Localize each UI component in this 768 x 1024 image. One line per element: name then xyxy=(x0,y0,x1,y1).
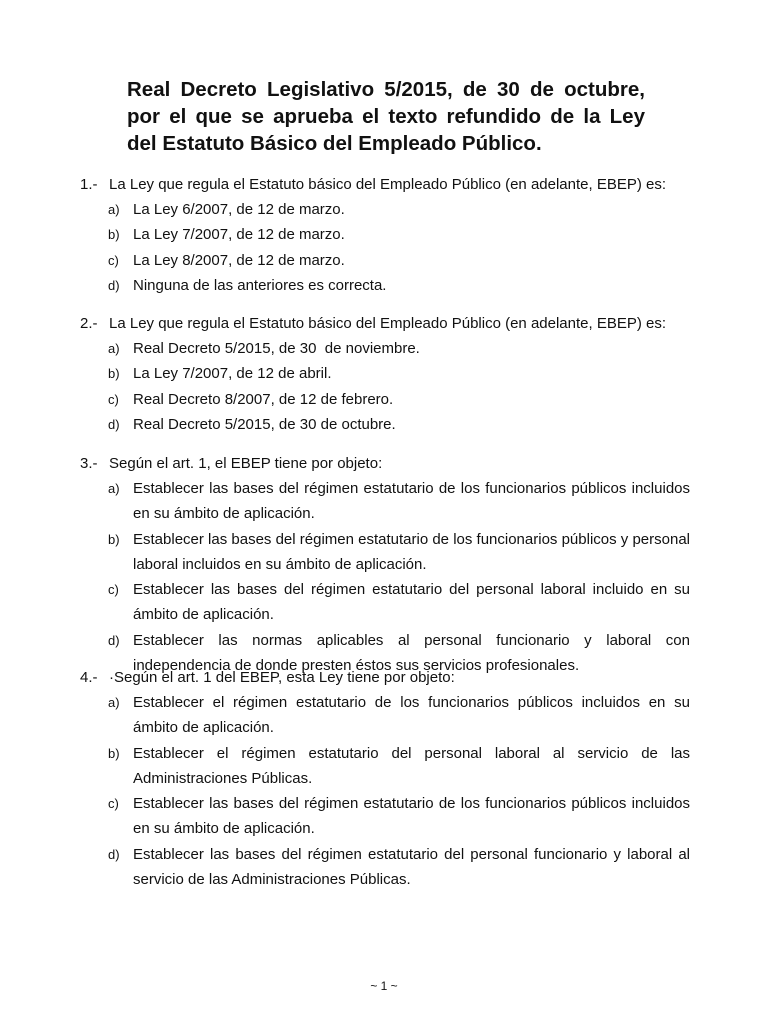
option-letter: a) xyxy=(108,695,120,710)
option-letter: d) xyxy=(108,277,120,293)
option-letter: a) xyxy=(108,481,120,496)
option-letter: b) xyxy=(108,531,120,547)
option-letter: d) xyxy=(108,846,120,862)
option-letter: b) xyxy=(108,366,120,382)
question-number: 1.- xyxy=(80,176,98,193)
option-a xyxy=(80,690,690,741)
option-a xyxy=(80,336,690,361)
option-letter: c) xyxy=(108,796,119,812)
option-text: Establecer las bases del régimen estatutario de los funcionarios públicos y personal laboral incluidos en su ámbito de aplicación. xyxy=(133,530,690,573)
option-letter: d) xyxy=(108,632,120,648)
document-title: Real Decreto Legislativo 5/2015, de 30 de octubre, por el que se aprueba el texto refundido de la Ley del Estatuto Básico del Empleado Público. xyxy=(127,78,645,155)
option-d xyxy=(80,273,690,298)
option-d xyxy=(80,842,690,893)
question-text: ·Según el art. 1 del EBEP, esta Ley tiene por objeto: xyxy=(109,669,455,686)
option-text: Establecer las bases del régimen estatutario de los funcionarios públicos incluidos en su ámbito de aplicación. xyxy=(133,795,690,838)
option-text: La Ley 7/2007, de 12 de marzo. xyxy=(133,226,345,244)
question-4 xyxy=(80,665,690,892)
question-number: 4.- xyxy=(80,669,98,686)
option-text: Establecer las normas aplicables al personal funcionario y laboral con independencia de donde presten éstos sus servicios profesionales. xyxy=(133,631,690,675)
question-stem xyxy=(80,172,690,197)
option-text: Establecer el régimen estatutario de los funcionarios públicos incluidos en su ámbito de aplicación. xyxy=(133,694,690,737)
option-text: La Ley 7/2007, de 12 de abril. xyxy=(133,365,332,383)
option-text: Establecer las bases del régimen estatutario de los funcionarios públicos incluidos en su ámbito de aplicación. xyxy=(133,480,690,523)
option-letter: c) xyxy=(108,252,119,268)
option-text: Real Decreto 5/2015, de 30 de noviembre. xyxy=(133,340,420,357)
option-a xyxy=(80,197,690,222)
option-letter: a) xyxy=(108,202,120,217)
option-b xyxy=(80,741,690,792)
question-stem xyxy=(80,665,690,690)
question-1 xyxy=(80,172,690,298)
option-letter: c) xyxy=(108,582,119,598)
option-c xyxy=(80,248,690,273)
page-number: ~ 1 ~ xyxy=(370,979,398,993)
option-text: Establecer el régimen estatutario del personal laboral al servicio de las Administraciones Públicas. xyxy=(133,744,690,787)
option-letter: a) xyxy=(108,341,120,356)
option-b xyxy=(80,361,690,386)
option-text: Establecer las bases del régimen estatutario del personal laboral incluido en su ámbito de aplicación. xyxy=(133,581,690,624)
option-b xyxy=(80,527,690,578)
question-2 xyxy=(80,311,690,437)
question-number: 2.- xyxy=(80,315,98,332)
option-c xyxy=(80,387,690,412)
question-number: 3.- xyxy=(80,455,98,472)
option-c xyxy=(80,791,690,842)
option-letter: d) xyxy=(108,416,120,432)
option-text: La Ley 6/2007, de 12 de marzo. xyxy=(133,201,345,218)
option-letter: c) xyxy=(108,391,119,407)
question-text: La Ley que regula el Estatuto básico del Empleado Público (en adelante, EBEP) es: xyxy=(109,176,667,193)
option-text: Ninguna de las anteriores es correcta. xyxy=(133,276,387,294)
question-stem xyxy=(80,311,690,336)
option-text: La Ley 8/2007, de 12 de marzo. xyxy=(133,251,345,269)
option-b xyxy=(80,222,690,247)
option-text: Real Decreto 8/2007, de 12 de febrero. xyxy=(133,390,394,408)
option-text: Establecer las bases del régimen estatutario del personal funcionario y laboral al servicio de las Administraciones Públicas. xyxy=(133,845,690,889)
option-letter: b) xyxy=(108,745,120,761)
question-text: La Ley que regula el Estatuto básico del Empleado Público (en adelante, EBEP) es: xyxy=(109,315,667,332)
option-c xyxy=(80,577,690,628)
option-letter: b) xyxy=(108,227,120,243)
question-3 xyxy=(80,451,690,678)
question-stem xyxy=(80,451,690,476)
question-text: Según el art. 1, el EBEP tiene por objeto: xyxy=(109,455,383,472)
option-text: Real Decreto 5/2015, de 30 de octubre. xyxy=(133,415,396,433)
option-d xyxy=(80,412,690,437)
option-a xyxy=(80,476,690,527)
